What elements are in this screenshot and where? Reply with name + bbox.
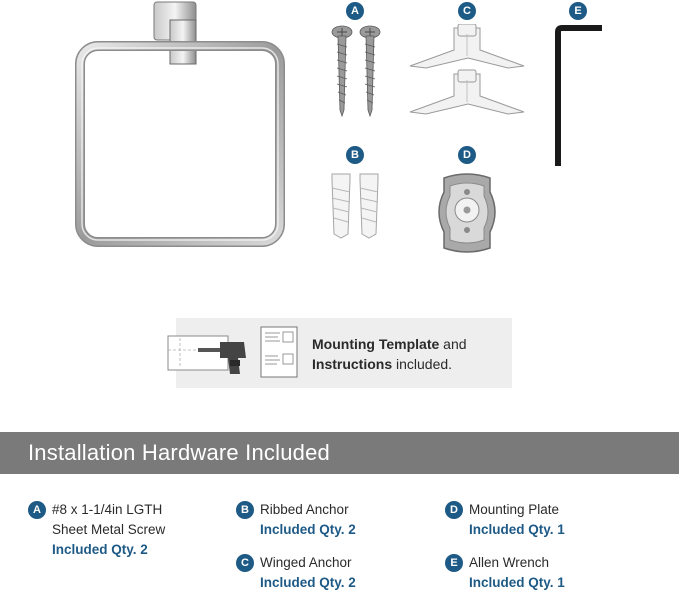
item-e-qty: Included Qty. 1	[469, 575, 565, 590]
hardware-item-c	[236, 553, 356, 593]
instructions-sheet-icon	[260, 326, 298, 378]
item-a-name-line1: #8 x 1-1/4in LGTH	[52, 502, 163, 517]
item-c-name: Winged Anchor	[260, 555, 352, 570]
item-e-badge: E	[445, 554, 463, 572]
towel-ring-image	[70, 0, 290, 250]
item-a-qty: Included Qty. 2	[52, 542, 148, 557]
item-d-name: Mounting Plate	[469, 502, 560, 517]
drill-template-icon	[164, 330, 260, 378]
item-c-qty: Included Qty. 2	[260, 575, 356, 590]
item-b-qty: Included Qty. 2	[260, 522, 356, 537]
template-caption	[312, 334, 467, 374]
template-line2-rest: included.	[392, 356, 453, 372]
item-c-badge: C	[236, 554, 254, 572]
mounting-template-panel	[176, 318, 512, 388]
winged-anchor-icon	[408, 24, 526, 120]
label-a-badge: A	[346, 2, 364, 20]
label-e-badge: E	[569, 2, 587, 20]
item-a-name-line2: Sheet Metal Screw	[52, 522, 166, 537]
template-line2-bold: Instructions	[312, 356, 393, 372]
banner-title: Installation Hardware Included	[28, 440, 330, 465]
screw-icon	[328, 24, 384, 118]
item-b-badge: B	[236, 501, 254, 519]
label-b-badge: B	[346, 146, 364, 164]
item-e-name: Allen Wrench	[469, 555, 550, 570]
item-b-name: Ribbed Anchor	[260, 502, 349, 517]
template-line1-bold: Mounting Template	[312, 336, 440, 352]
item-d-qty: Included Qty. 1	[469, 522, 565, 537]
item-a-badge: A	[28, 501, 46, 519]
hardware-item-d	[445, 500, 565, 540]
hardware-item-a	[28, 500, 165, 560]
section-banner	[0, 432, 679, 474]
mounting-plate-icon	[432, 170, 502, 256]
label-d-badge: D	[458, 146, 476, 164]
template-line1-rest: and	[439, 336, 467, 352]
allen-wrench-icon	[550, 24, 610, 170]
item-d-badge: D	[445, 501, 463, 519]
ribbed-anchor-icon	[326, 170, 386, 240]
hardware-item-b	[236, 500, 356, 540]
hardware-item-e	[445, 553, 565, 593]
label-c-badge: C	[458, 2, 476, 20]
